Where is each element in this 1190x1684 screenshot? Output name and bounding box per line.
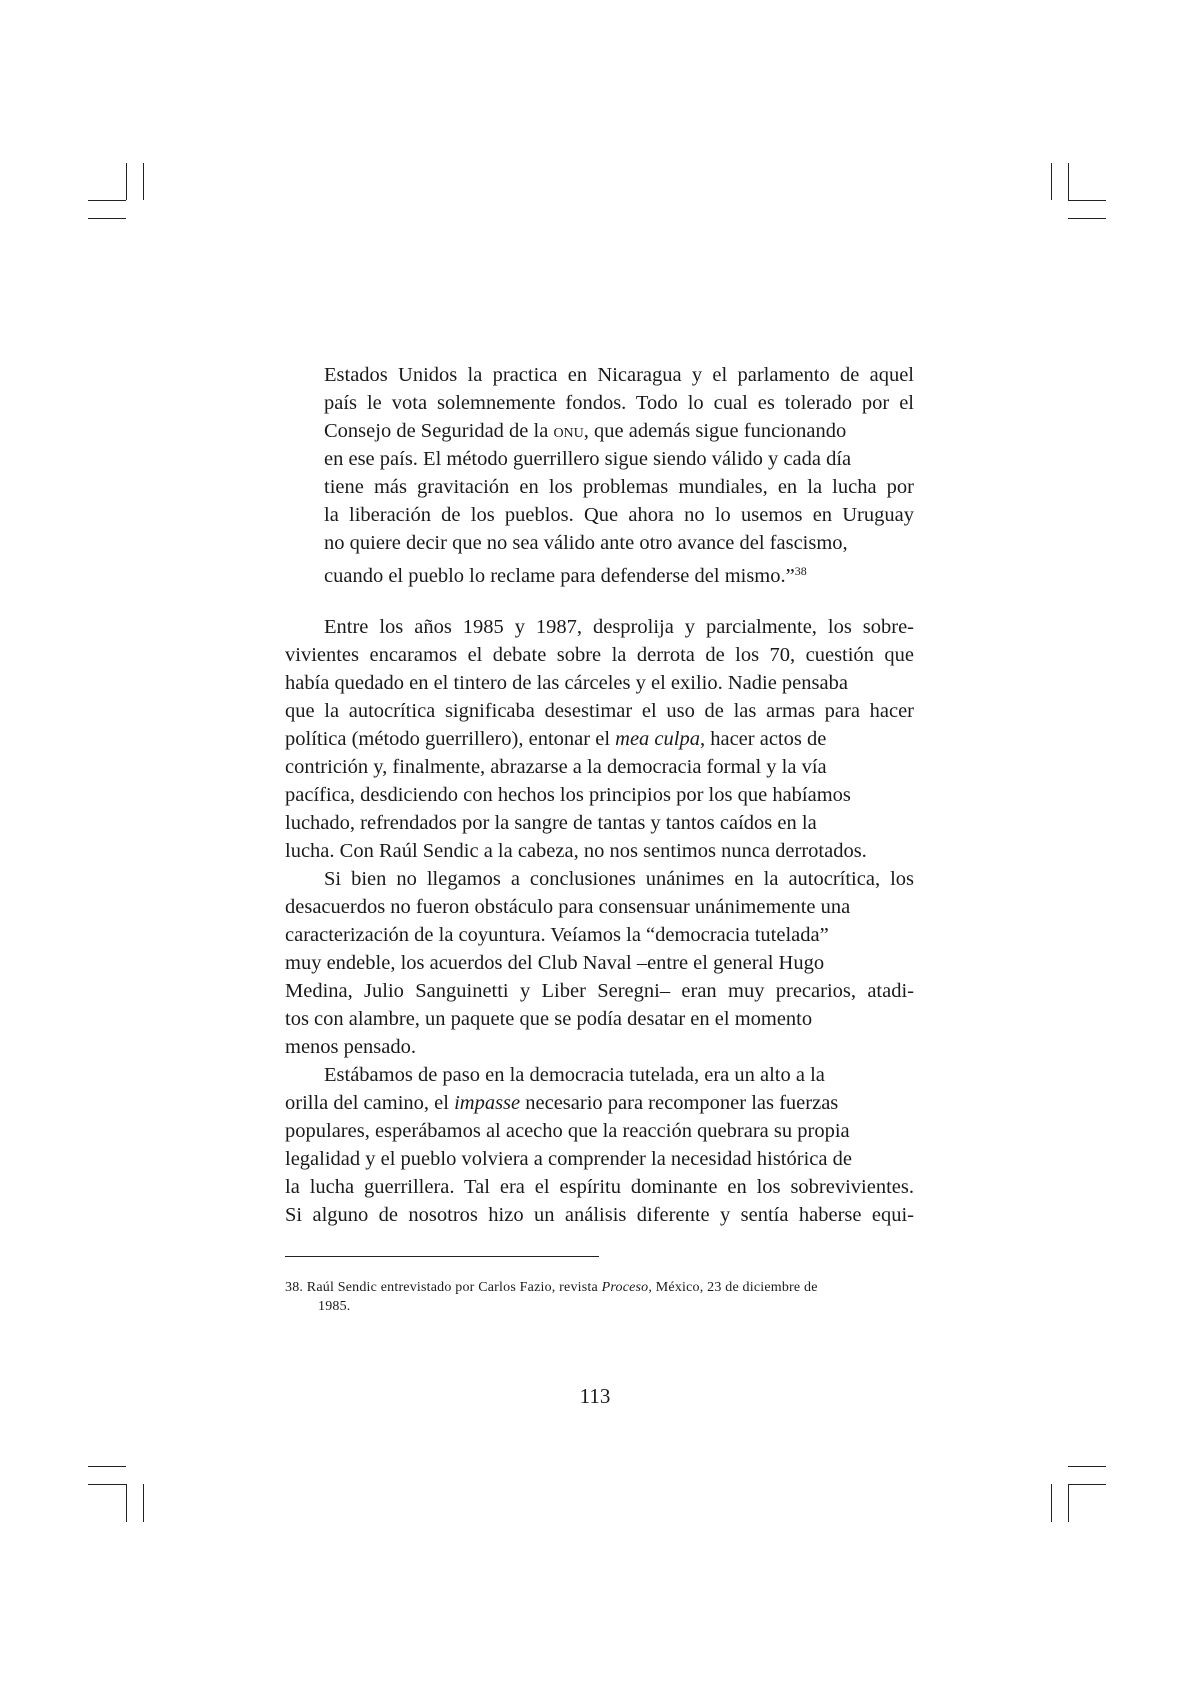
crop-mark-bottom-right-v2 <box>1068 1484 1069 1522</box>
body-line: contrición y, finalmente, abrazarse a la democracia formal y la vía <box>285 756 827 778</box>
italic-mea-culpa: mea culpa <box>615 728 700 750</box>
crop-mark-bottom-right-h1 <box>1068 1466 1106 1467</box>
body-line: luchado, refrendados por la sangre de tantas y tantos caídos en la <box>285 812 817 834</box>
crop-mark-top-left-h2 <box>88 218 126 219</box>
body-line: Medina, Julio Sanguinetti y Liber Seregni– eran muy precarios, atadi- <box>285 980 914 1002</box>
quote-line: la liberación de los pueblos. Que ahora no lo usemos en Uruguay <box>324 504 914 526</box>
body-line: política (método guerrillero), entonar el mea culpa, hacer actos de <box>285 728 827 750</box>
crop-mark-top-left-v2 <box>143 163 144 200</box>
quote-line: en ese país. El método guerrillero sigue siendo válido y cada día <box>324 448 852 470</box>
crop-mark-top-right-h2 <box>1068 218 1106 219</box>
body-line: legalidad y el pueblo volviera a comprender la necesidad histórica de <box>285 1148 852 1170</box>
body-line: menos pensado. <box>285 1036 416 1058</box>
crop-mark-bottom-right-h2 <box>1068 1484 1106 1485</box>
quote-line: país le vota solemnemente fondos. Todo lo cual es tolerado por el <box>324 392 914 414</box>
italic-proceso: Proceso <box>601 1280 649 1295</box>
page-number: 113 <box>579 1384 611 1408</box>
body-line: pacífica, desdiciendo con hechos los principios por los que habíamos <box>285 784 851 806</box>
crop-mark-top-right-v1 <box>1051 163 1052 200</box>
footnote-text: 1985. <box>318 1299 351 1314</box>
body-line: Si bien no llegamos a conclusiones unánimes en la autocrítica, los <box>324 868 914 890</box>
crop-mark-bottom-left-v2 <box>143 1484 144 1522</box>
crop-mark-bottom-right-v1 <box>1051 1484 1052 1522</box>
quote-line: cuando el pueblo lo reclame para defenderse del mismo.”$^{38}$ <box>324 564 807 587</box>
crop-mark-top-left-h1 <box>88 200 126 201</box>
crop-mark-top-left-v1 <box>126 163 127 200</box>
body-line: muy endeble, los acuerdos del Club Naval –entre el general Hugo <box>285 952 825 974</box>
body-line: vivientes encaramos el debate sobre la derrota de los 70, cuestión que <box>285 644 914 666</box>
body-line: populares, esperábamos al acecho que la reacción quebrara su propia <box>285 1120 850 1142</box>
footnote-reference[interactable]: 38 <box>794 564 807 578</box>
body-line: la lucha guerrillera. Tal era el espíritu dominante en los sobrevivientes. <box>285 1176 914 1198</box>
crop-mark-bottom-left-h2 <box>88 1484 126 1485</box>
quote-line: no quiere decir que no sea válido ante otro avance del fascismo, <box>324 532 848 554</box>
body-line: orilla del camino, el impasse necesario para recomponer las fuerzas <box>285 1092 839 1114</box>
body-line: Estábamos de paso en la democracia tutelada, era un alto a la <box>324 1064 825 1086</box>
body-line: había quedado en el tintero de las cárceles y el exilio. Nadie pensaba <box>285 672 848 694</box>
footnote-rule <box>285 1256 599 1257</box>
crop-mark-bottom-left-h1 <box>88 1466 126 1467</box>
body-line: que la autocrítica significaba desestimar el uso de las armas para hacer <box>285 700 914 722</box>
quote-line: tiene más gravitación en los problemas mundiales, en la lucha por <box>324 476 914 498</box>
body-line: desacuerdos no fueron obstáculo para consensuar unánimemente una <box>285 896 851 918</box>
crop-mark-bottom-left-v1 <box>126 1484 127 1522</box>
body-line: Si alguno de nosotros hizo un análisis diferente y sentía haberse equi- <box>285 1204 914 1226</box>
body-line: lucha. Con Raúl Sendic a la cabeza, no nos sentimos nunca derrotados. <box>285 840 867 862</box>
body-line: caracterización de la coyuntura. Veíamos la “democracia tutelada” <box>285 924 829 946</box>
acronym-onu: onu <box>553 420 584 442</box>
quote-line: Consejo de Seguridad de la onu, que además sigue funcionando <box>324 420 847 442</box>
crop-mark-top-right-v2 <box>1068 163 1069 200</box>
italic-impasse: impasse <box>454 1092 521 1114</box>
crop-mark-top-right-h1 <box>1068 200 1106 201</box>
quote-line: Estados Unidos la practica en Nicaragua y el parlamento de aquel <box>324 364 914 386</box>
body-line: tos con alambre, un paquete que se podía desatar en el momento <box>285 1008 813 1030</box>
footnote-text: 38. Raúl Sendic entrevistado por Carlos Fazio, revista Proceso, México, 23 de diciembre de <box>285 1280 818 1295</box>
body-line: Entre los años 1985 y 1987, desprolija y parcialmente, los sobre- <box>324 616 914 638</box>
